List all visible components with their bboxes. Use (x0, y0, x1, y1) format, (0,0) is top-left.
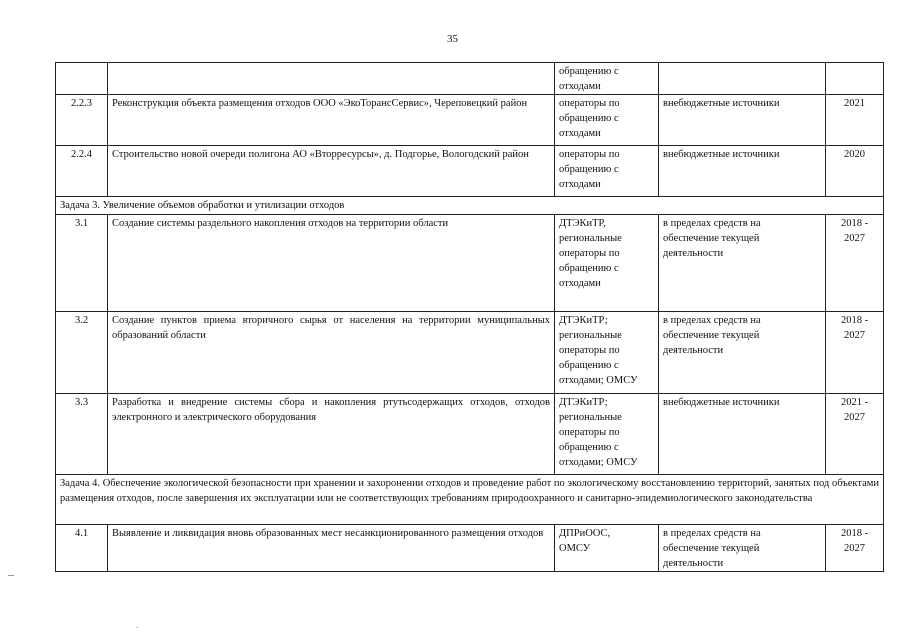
executor-line: ОМСУ (559, 543, 591, 554)
executor-line: обращению с (559, 66, 619, 77)
executor-line: операторы по (559, 98, 620, 109)
executor-line: операторы по (559, 345, 620, 356)
cell-executor (555, 63, 659, 95)
funding-line: в пределах средств на (663, 528, 761, 539)
executor-line: обращению с (559, 442, 619, 453)
page-number: 35 (447, 33, 458, 45)
cell-executor (555, 312, 659, 394)
cell-num: 4.1 (56, 525, 108, 572)
cell-activity: Создание системы раздельного накопления отходов на территории области (108, 215, 555, 312)
cell-executor (555, 146, 659, 197)
cell-years (826, 312, 884, 394)
executor-line: отходами; ОМСУ (559, 375, 638, 386)
funding-line: обеспечение текущей (663, 233, 760, 244)
years-line: 2027 (844, 412, 865, 423)
table-row (56, 95, 884, 146)
executor-line: ДПРиООС, (559, 528, 611, 539)
funding-line: обеспечение текущей (663, 330, 760, 341)
table-row (56, 394, 884, 475)
cell-funding (659, 525, 826, 572)
cell-funding: внебюджетные источники (659, 95, 826, 146)
cell-num (56, 63, 108, 95)
funding-line: деятельности (663, 558, 724, 569)
funding-line: в пределах средств на (663, 218, 761, 229)
executor-line: обращению с (559, 360, 619, 371)
cell-years (826, 63, 884, 95)
cell-activity: Выявление и ликвидация вновь образованных мест несанкционированного размещения отходов (108, 525, 555, 572)
task-4-heading: Задача 4. Обеспечение экологической безопасности при хранении и захоронении отходов и проведение работ по экологическому восстановлению территорий, занятых под объектами размещения отходов, после завершения их эксплуатации или не соответствующих требованиям природоохранного и санитарно-эпидемиологического законодательства (56, 475, 884, 525)
cell-activity: Создание пунктов приема вторичного сырья от населения на территории муниципальных образований области (108, 312, 555, 394)
scan-speck (136, 627, 138, 628)
cell-activity: Разработка и внедрение системы сбора и накопления ртутьсодержащих отходов, отходов электронного и электрического оборудования (108, 394, 555, 475)
years-line: 2027 (844, 330, 865, 341)
table-row (56, 312, 884, 394)
executor-line: отходами (559, 278, 601, 289)
cell-num: 3.3 (56, 394, 108, 475)
cell-years: 2021 (826, 95, 884, 146)
funding-line: деятельности (663, 248, 724, 259)
cell-funding (659, 215, 826, 312)
cell-funding: внебюджетные источники (659, 146, 826, 197)
measures-table (55, 62, 884, 572)
years-line: 2027 (844, 233, 865, 244)
executor-line: операторы по (559, 427, 620, 438)
executor-line: обращению с (559, 113, 619, 124)
table-row (56, 63, 884, 95)
table-row (56, 525, 884, 572)
table-row (56, 215, 884, 312)
executor-line: региональные (559, 330, 622, 341)
years-line: 2018 - (840, 528, 869, 539)
cell-funding: внебюджетные источники (659, 394, 826, 475)
cell-num: 3.1 (56, 215, 108, 312)
years-line: 2018 - (840, 218, 869, 229)
cell-executor (555, 95, 659, 146)
cell-funding (659, 312, 826, 394)
cell-years: 2020 (826, 146, 884, 197)
cell-years (826, 525, 884, 572)
cell-num: 2.2.4 (56, 146, 108, 197)
task-row (56, 197, 884, 215)
cell-executor (555, 525, 659, 572)
executor-line: обращению с (559, 164, 619, 175)
executor-line: ДТЭКиТР; (559, 397, 608, 408)
task-row (56, 475, 884, 525)
cell-activity: Строительство новой очереди полигона АО «Вторресурсы», д. Подгорье, Вологодский район (108, 146, 555, 197)
executor-line: ДТЭКиТР, (559, 218, 606, 229)
executor-line: региональные (559, 412, 622, 423)
executor-line: ДТЭКиТР; (559, 315, 608, 326)
cell-num: 3.2 (56, 312, 108, 394)
funding-line: обеспечение текущей (663, 543, 760, 554)
cell-funding (659, 63, 826, 95)
task-3-heading: Задача 3. Увеличение объемов обработки и утилизации отходов (56, 197, 884, 215)
executor-line: операторы по (559, 248, 620, 259)
cell-executor (555, 394, 659, 475)
executor-line: отходами (559, 128, 601, 139)
funding-line: деятельности (663, 345, 724, 356)
executor-line: региональные (559, 233, 622, 244)
executor-line: обращению с (559, 263, 619, 274)
years-line: 2027 (844, 543, 865, 554)
executor-line: отходами; ОМСУ (559, 457, 638, 468)
funding-line: в пределах средств на (663, 315, 761, 326)
table-row (56, 146, 884, 197)
cell-activity (108, 63, 555, 95)
years-line: 2018 - (840, 315, 869, 326)
executor-line: операторы по (559, 149, 620, 160)
executor-line: отходами (559, 81, 601, 92)
years-line: 2021 - (840, 397, 869, 408)
scan-margin-mark (8, 575, 14, 576)
cell-num: 2.2.3 (56, 95, 108, 146)
cell-executor (555, 215, 659, 312)
executor-line: отходами (559, 179, 601, 190)
cell-activity: Реконструкция объекта размещения отходов ООО «ЭкоТорансСервис», Череповецкий район (108, 95, 555, 146)
cell-years (826, 215, 884, 312)
cell-years (826, 394, 884, 475)
